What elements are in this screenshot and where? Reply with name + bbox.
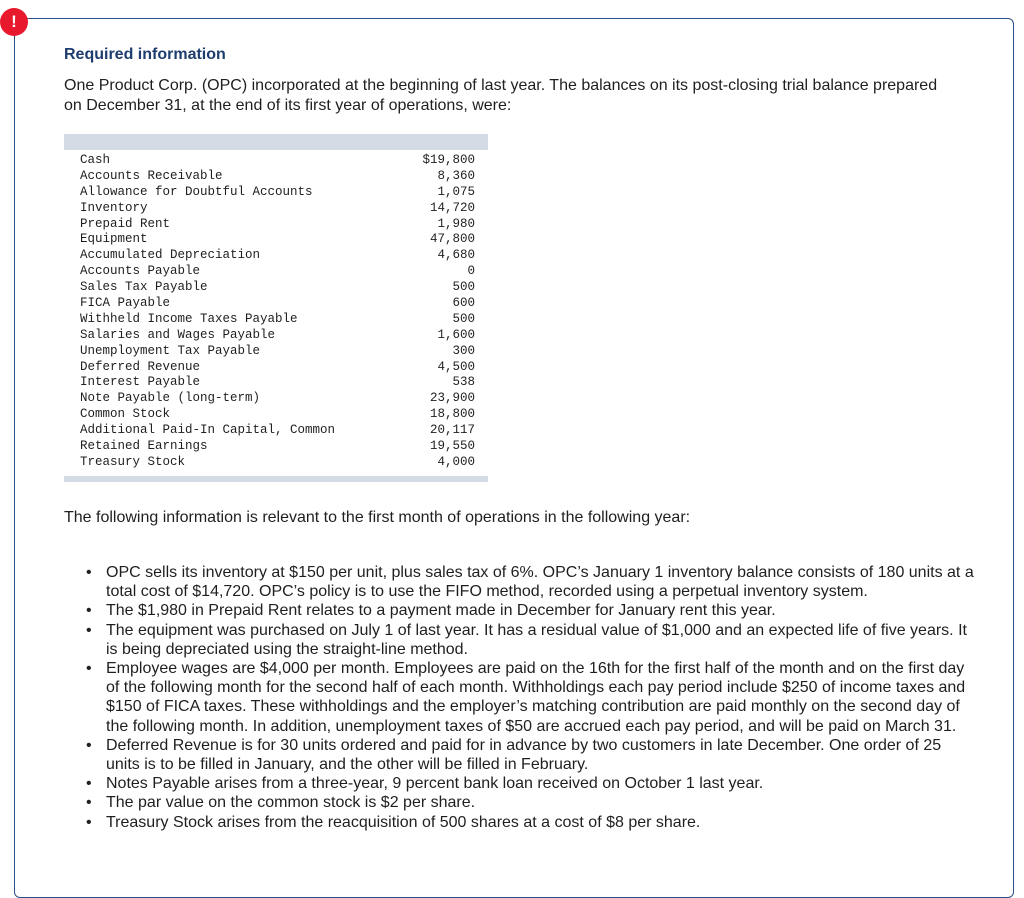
bullet-text: Notes Payable arises from a three-year, 9 percent bank loan received on October 1 last year. xyxy=(106,775,764,793)
account-amount: 14,720 xyxy=(429,200,475,215)
table-row xyxy=(64,217,488,233)
bullet-icon: • xyxy=(86,602,92,620)
account-name: Accumulated Depreciation xyxy=(80,248,261,263)
account-amount: 0 xyxy=(467,264,475,279)
table-row xyxy=(64,455,488,471)
account-amount: 300 xyxy=(452,343,475,358)
bullet-text: The $1,980 in Prepaid Rent relates to a payment made in December for January rent this year. xyxy=(106,602,776,620)
account-name: Salaries and Wages Payable xyxy=(80,327,276,342)
account-name: Note Payable (long-term) xyxy=(80,391,261,406)
bullet-text: Deferred Revenue is for 30 units ordered and paid for in advance by two customers in late December. One order of 25 units is to be filled in January, and the other will be filled in February. xyxy=(106,736,942,774)
table-row xyxy=(64,169,488,185)
table-row xyxy=(64,423,488,439)
account-name: FICA Payable xyxy=(80,296,171,311)
list-item xyxy=(86,563,976,601)
account-amount: 4,000 xyxy=(437,454,475,469)
bullet-icon: • xyxy=(86,564,92,581)
account-amount: 500 xyxy=(452,280,475,295)
info-bullet-list xyxy=(86,563,976,832)
bullet-icon: • xyxy=(86,813,92,831)
bullet-text: The par value on the common stock is $2 per share. xyxy=(106,794,476,812)
account-amount: 19,550 xyxy=(429,439,475,454)
alert-icon: ! xyxy=(0,8,28,36)
account-name: Unemployment Tax Payable xyxy=(80,343,261,358)
table-row xyxy=(64,201,488,217)
account-name: Withheld Income Taxes Payable xyxy=(80,311,298,326)
account-amount: 8,360 xyxy=(437,168,475,183)
table-row xyxy=(64,375,488,391)
account-name: Inventory xyxy=(80,200,148,215)
account-amount: 18,800 xyxy=(429,407,475,422)
account-name: Equipment xyxy=(80,232,148,247)
account-amount: 500 xyxy=(452,311,475,326)
bullet-icon: • xyxy=(86,621,92,639)
list-item xyxy=(86,774,976,793)
account-amount: 600 xyxy=(452,296,475,311)
bullet-text: The equipment was purchased on July 1 of last year. It has a residual value of $1,000 and an expected life of five years. It is being depreciated using the straight-line method. xyxy=(106,621,967,658)
table-row xyxy=(64,264,488,280)
list-item xyxy=(86,793,976,812)
bullet-text: Treasury Stock arises from the reacquisition of 500 shares at a cost of $8 per share. xyxy=(106,813,701,831)
bullet-icon: • xyxy=(86,775,92,793)
trial-balance-rows xyxy=(64,153,488,471)
account-amount: 20,117 xyxy=(429,423,475,438)
table-row xyxy=(64,280,488,296)
bullet-text: Employee wages are $4,000 per month. Employees are paid on the 16th for the first half of the month and on the first day of the following month for the second half of each month. Withholdings each pay period include $250 of income taxes and $150 of FICA taxes. These withholdings and the employer’s matching contribution are paid monthly on the second day of the following month. In addition, unemployment taxes of $50 are accrued each pay period, and will be paid on March 31. xyxy=(106,660,966,735)
list-item xyxy=(86,736,976,774)
account-name: Deferred Revenue xyxy=(80,359,201,374)
bullet-icon: • xyxy=(86,794,92,812)
account-name: Sales Tax Payable xyxy=(80,280,208,295)
account-name: Allowance for Doubtful Accounts xyxy=(80,184,313,199)
account-name: Retained Earnings xyxy=(80,439,208,454)
list-item xyxy=(86,659,976,736)
list-item xyxy=(86,601,976,620)
account-amount: 23,900 xyxy=(429,391,475,406)
account-name: Common Stock xyxy=(80,407,171,422)
table-row xyxy=(64,153,488,169)
trial-balance-table xyxy=(64,134,488,482)
account-amount: 4,680 xyxy=(437,248,475,263)
table-row xyxy=(64,185,488,201)
table-row xyxy=(64,407,488,423)
bullet-text: OPC sells its inventory at $150 per unit, plus sales tax of 6%. OPC’s January 1 inventory balance consists of 180 units at a total cost of $14,720. OPC’s policy is to use the FIFO method, recorded using a perpetual inventory system. xyxy=(106,564,974,601)
table-row xyxy=(64,344,488,360)
table-row xyxy=(64,248,488,264)
table-row xyxy=(64,328,488,344)
list-item xyxy=(86,813,976,832)
account-name: Treasury Stock xyxy=(80,454,186,469)
following-info-text: The following information is relevant to the first month of operations in the following year: xyxy=(64,509,691,526)
table-row xyxy=(64,312,488,328)
table-row xyxy=(64,360,488,376)
account-amount: 1,980 xyxy=(437,216,475,231)
account-name: Additional Paid-In Capital, Common xyxy=(80,423,336,438)
table-row xyxy=(64,439,488,455)
account-name: Interest Payable xyxy=(80,375,201,390)
account-amount: 538 xyxy=(452,375,475,390)
account-amount: 1,600 xyxy=(437,327,475,342)
account-name: Prepaid Rent xyxy=(80,216,171,231)
account-name: Accounts Receivable xyxy=(80,168,223,183)
account-amount: 1,075 xyxy=(437,184,475,199)
account-amount: 47,800 xyxy=(429,232,475,247)
intro-paragraph: One Product Corp. (OPC) incorporated at the beginning of last year. The balances on its post-closing trial balance prepared on December 31, at the end of its first year of operations, were: xyxy=(64,77,938,114)
account-name: Accounts Payable xyxy=(80,264,201,279)
page-title: Required information xyxy=(64,46,226,63)
table-row xyxy=(64,232,488,248)
account-amount: 4,500 xyxy=(437,359,475,374)
table-row xyxy=(64,296,488,312)
list-item xyxy=(86,621,976,659)
table-row xyxy=(64,391,488,407)
bullet-icon: • xyxy=(86,736,92,754)
account-amount: $19,800 xyxy=(422,153,475,167)
account-name: Cash xyxy=(80,153,111,167)
bullet-icon: • xyxy=(86,660,92,678)
